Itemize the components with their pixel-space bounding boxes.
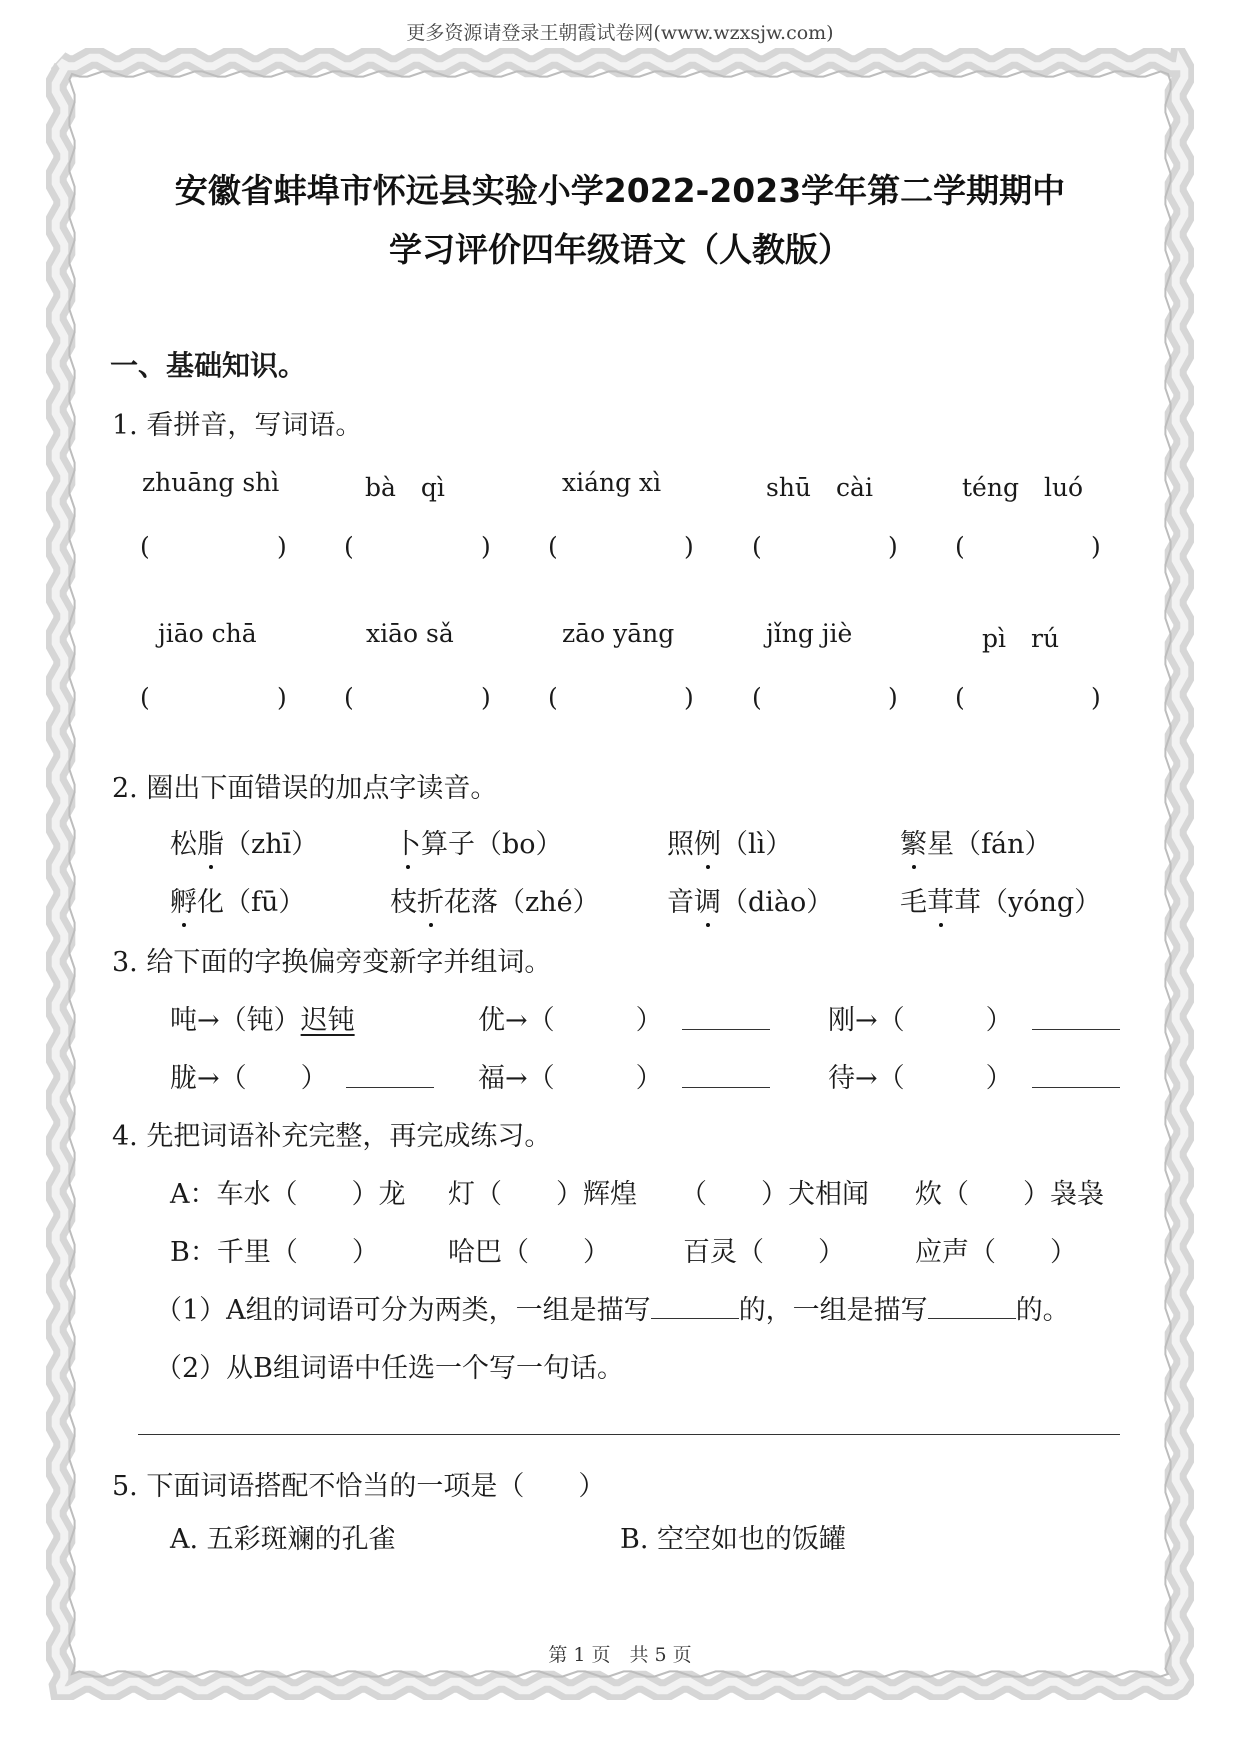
page-footer: 第 1 页 共 5 页	[548, 1644, 692, 1666]
q4-idiom: 灯（ ）辉煌	[448, 1179, 637, 1210]
q2-item: 松脂（zhī）	[170, 822, 318, 861]
q2-item: 枝折花落（zhé）	[390, 880, 600, 919]
q4-word: B：千里（ ）	[170, 1237, 379, 1268]
pinyin-4: shū cài	[766, 473, 873, 502]
answer-blank[interactable]	[1032, 1029, 1120, 1030]
pinyin-6: jiāo chā	[158, 619, 257, 648]
pinyin-5: téng luó	[962, 473, 1084, 502]
answer-box-close: )	[1091, 683, 1101, 712]
q4-sub1: （1）A组的词语可分为两类，一组是描写 的，一组是描写 的。	[155, 1295, 1070, 1326]
header-note: 更多资源请登录王朝霞试卷网(www.wzxsjw.com)	[406, 22, 834, 44]
answer-box-close: )	[277, 532, 287, 561]
q2-item: 卜算子（bo）	[394, 822, 563, 861]
q3-example-word: 迟钝	[300, 1005, 355, 1036]
answer-line[interactable]	[138, 1434, 1120, 1435]
answer-box-open: (	[344, 683, 354, 712]
answer-blank[interactable]	[1032, 1087, 1120, 1088]
pinyin-10: pì rú	[982, 624, 1060, 653]
q1-prompt: 1. 看拼音，写词语。	[112, 410, 363, 441]
q2-item: 孵化（fū）	[170, 880, 305, 919]
q3-item: 刚→（ ）	[828, 1005, 1013, 1036]
answer-box-close: )	[1091, 532, 1101, 561]
answer-blank[interactable]	[682, 1087, 770, 1088]
answer-box-close: )	[481, 532, 491, 561]
q3-item: 福→（ ）	[478, 1063, 663, 1094]
pinyin-9: jǐng jiè	[766, 619, 853, 648]
q3-item: 胧→（ ）	[170, 1063, 328, 1094]
answer-box-close: )	[888, 683, 898, 712]
q3-item: 优→（ ）	[478, 1005, 663, 1036]
option-b[interactable]: B. 空空如也的饭罐	[620, 1524, 847, 1555]
q2-prompt: 2. 圈出下面错误的加点字读音。	[112, 773, 498, 804]
answer-box-close: )	[277, 683, 287, 712]
answer-box-close: )	[684, 683, 694, 712]
pinyin-7: xiāo sǎ	[366, 619, 454, 648]
q2-item: 音调（diào）	[667, 880, 833, 919]
answer-box-open: (	[344, 532, 354, 561]
pinyin-1: zhuāng shì	[142, 468, 280, 497]
answer-box-open: (	[140, 532, 150, 561]
q2-item: 毛茸茸（yóng）	[900, 880, 1101, 919]
answer-blank[interactable]	[651, 1294, 739, 1319]
q4-word: 应声（ ）	[915, 1237, 1077, 1268]
q3-example: 吨→（钝）迟钝	[170, 1005, 355, 1036]
pinyin-3: xiáng xì	[562, 468, 662, 497]
q4-idiom: 炊（ ）袅袅	[915, 1179, 1104, 1210]
answer-box-open: (	[752, 683, 762, 712]
answer-blank[interactable]	[346, 1087, 434, 1088]
q2-item: 照例（lì）	[667, 822, 792, 861]
q4-idiom: A：车水（ ）龙	[170, 1179, 406, 1210]
exam-title-line1: 安徽省蚌埠市怀远县实验小学2022-2023学年第二学期期中	[174, 171, 1066, 210]
q4-word: 哈巴（ ）	[448, 1237, 610, 1268]
answer-box-close: )	[481, 683, 491, 712]
option-a[interactable]: A. 五彩斑斓的孔雀	[170, 1524, 396, 1555]
answer-box-open: (	[955, 532, 965, 561]
answer-box-open: (	[140, 683, 150, 712]
answer-blank[interactable]	[928, 1294, 1016, 1319]
answer-box-open: (	[752, 532, 762, 561]
answer-box-close: )	[888, 532, 898, 561]
answer-box-close: )	[684, 532, 694, 561]
exam-title-line2: 学习评价四年级语文（人教版）	[389, 230, 851, 269]
q3-prompt: 3. 给下面的字换偏旁变新字并组词。	[112, 947, 552, 978]
answer-box-open: (	[955, 683, 965, 712]
pinyin-8: zāo yāng	[562, 619, 675, 648]
q3-item: 待→（ ）	[828, 1063, 1013, 1094]
q4-sub2: （2）从B组词语中任选一个写一句话。	[155, 1353, 625, 1384]
answer-box-open: (	[548, 532, 558, 561]
q4-idiom: （ ）犬相闻	[680, 1179, 869, 1210]
section-heading: 一、基础知识。	[110, 349, 307, 382]
q2-item: 繁星（fán）	[900, 822, 1051, 861]
answer-box-open: (	[548, 683, 558, 712]
q4-word: 百灵（ ）	[683, 1237, 845, 1268]
answer-blank[interactable]	[682, 1029, 770, 1030]
q5-prompt: 5. 下面词语搭配不恰当的一项是（ ）	[112, 1471, 606, 1502]
q4-prompt: 4. 先把词语补充完整，再完成练习。	[112, 1121, 552, 1152]
pinyin-2: bà qì	[365, 473, 445, 502]
